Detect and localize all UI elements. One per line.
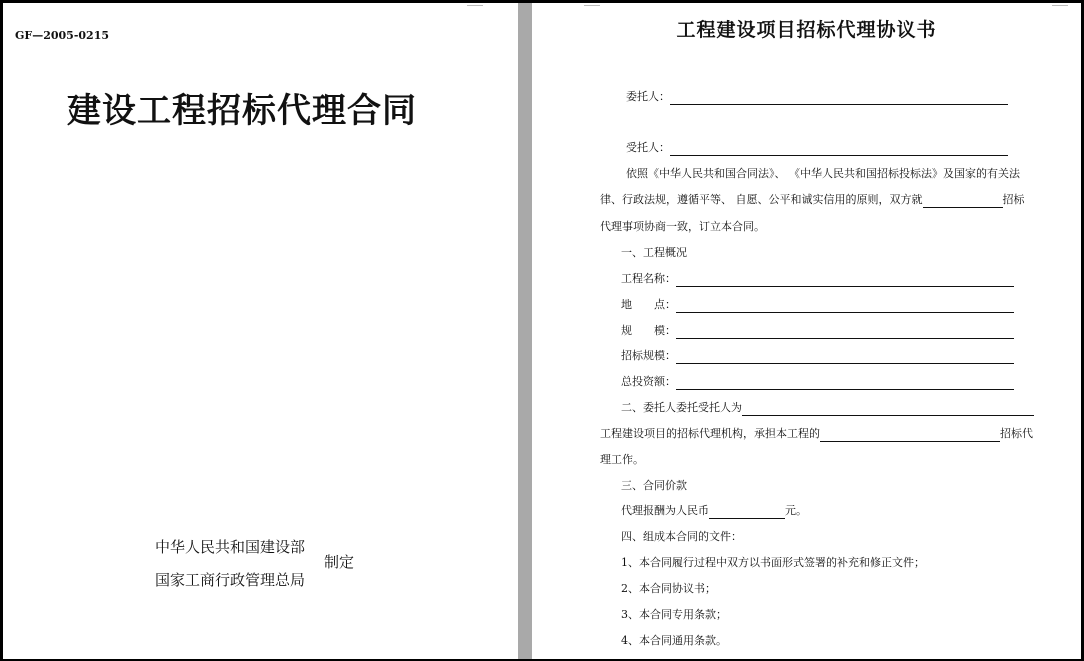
principal-label: 委托人： <box>626 90 670 103</box>
agency-work-blank <box>820 427 1000 442</box>
intro-line-2 <box>600 192 1025 208</box>
agreement-title: 工程建设项目招标代理协议书 <box>676 19 937 41</box>
section-2-line-1 <box>621 400 1034 416</box>
investment-row <box>621 374 1014 390</box>
document-item-4: 4、本合同通用条款。 <box>621 634 727 647</box>
section-2-text-c: 招标代 <box>1000 427 1033 440</box>
bid-scale-label: 招标规模： <box>621 349 676 362</box>
page-corner-mark <box>584 3 600 6</box>
scale-blank <box>676 324 1014 339</box>
issuer-ministry: 中华人民共和国建设部 <box>155 538 306 556</box>
intro-text-2b: 招标 <box>1002 193 1025 206</box>
principal-row <box>626 89 1008 105</box>
fee-blank <box>709 504 785 519</box>
document-item-1: 1、本合同履行过程中双方以书面形式签署的补充和修正文件； <box>621 556 925 569</box>
section-4-heading: 四、组成本合同的文件： <box>621 530 742 543</box>
investment-label: 总投资额： <box>621 375 676 388</box>
bid-scale-blank <box>676 349 1014 364</box>
project-blank <box>742 401 1034 416</box>
intro-line-1: 依照《中华人民共和国合同法》、 《中华人民共和国招标投标法》及国家的有关法 <box>626 167 1020 180</box>
contract-code: GF—2005-0215 <box>15 29 109 42</box>
fee-text-a: 代理报酬为人民币 <box>621 504 709 517</box>
section-2-text-a: 二、委托人委托受托人为 <box>621 401 742 414</box>
scale-row <box>621 323 1014 339</box>
location-label: 地 点： <box>621 298 676 311</box>
document-item-2: 2、本合同协议书； <box>621 582 716 595</box>
investment-blank <box>676 375 1014 390</box>
principal-blank <box>670 90 1008 105</box>
intro-text-2a: 律、行政法规，遵循平等、 自愿、公平和诚实信用的原则，双方就 <box>600 193 923 206</box>
agent-row <box>626 140 1008 156</box>
agreement-page <box>532 3 1081 659</box>
cover-title: 建设工程招标代理合同 <box>67 91 417 131</box>
location-row <box>621 297 1014 313</box>
cover-page <box>3 3 518 659</box>
page-corner-mark <box>1052 3 1068 6</box>
project-name-row <box>621 271 1014 287</box>
bid-scale-row <box>621 348 1014 364</box>
page-corner-mark <box>467 3 483 6</box>
issuer-administration: 国家工商行政管理总局 <box>155 571 306 589</box>
fee-row <box>621 503 807 519</box>
project-name-label: 工程名称： <box>621 272 676 285</box>
issuer-suffix: 制定 <box>324 553 355 571</box>
agency-matter-blank <box>923 193 1003 208</box>
agent-blank <box>670 141 1008 156</box>
scale-label: 规 模： <box>621 324 676 337</box>
agent-label: 受托人： <box>626 141 670 154</box>
intro-line-3: 代理事项协商一致，订立本合同。 <box>600 220 765 233</box>
location-blank <box>676 298 1014 313</box>
section-3-heading: 三、合同价款 <box>621 479 687 492</box>
section-1-heading: 一、工程概况 <box>621 246 687 259</box>
section-2-line-2 <box>600 426 1033 442</box>
document-item-3: 3、本合同专用条款； <box>621 608 727 621</box>
project-name-blank <box>676 272 1014 287</box>
section-2-text-b: 工程建设项目的招标代理机构，承担本工程的 <box>600 427 820 440</box>
page-gutter <box>518 3 532 659</box>
section-2-line-3: 理工作。 <box>600 453 644 466</box>
fee-text-b: 元。 <box>785 504 807 517</box>
